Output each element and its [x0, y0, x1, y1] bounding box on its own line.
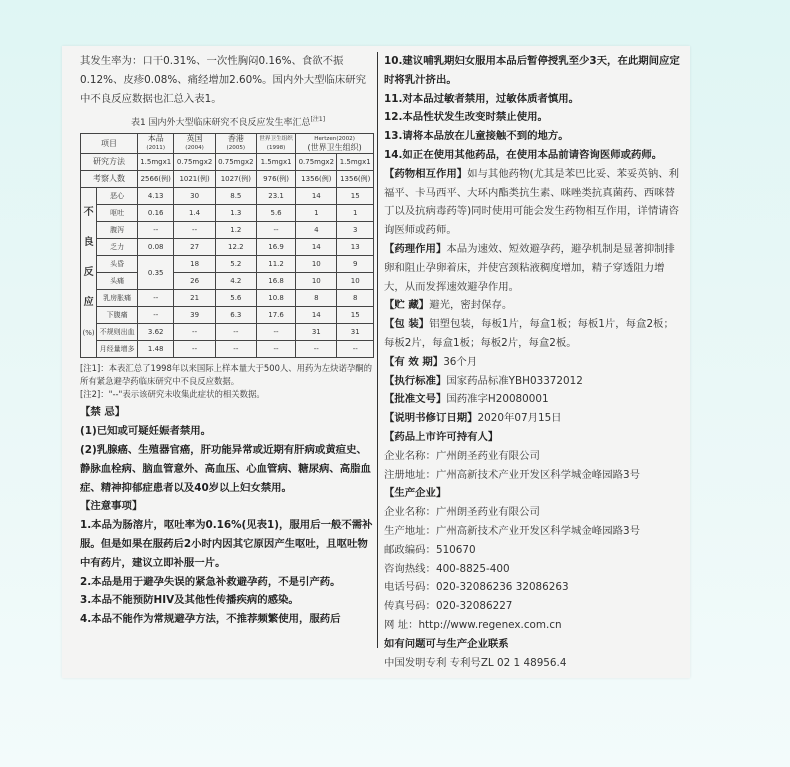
table-col-header: 世界卫生组织 (1998) [256, 134, 295, 154]
contra-item: (1)已知或可疑妊娠者禁用。 [80, 425, 212, 438]
caution-item: 10.建议哺乳期妇女服用本品后暂停授乳至少3天，在此期间应定时将乳汁挤出。 [384, 55, 680, 86]
section-title-manufacturer: 【生产企业】 [384, 487, 447, 500]
section-drug-interactions: 【药物相互作用】如与其他药物(尤其是苯巴比妥、苯妥英钠、利福平、卡马西平、大环内酯类抗生素、咪唑类抗真菌药、西咪替丁以及抗病毒药等)同时使用可能会发生药物相互作用，详情请咨询医师或药师。 [384, 167, 679, 237]
holder-company: 企业名称：广州朗圣药业有限公司 [384, 449, 540, 462]
right-column [384, 52, 684, 672]
table-row: 头昏 0.35 18 5.2 11.2 10 9 [81, 256, 374, 273]
merged-dizzy-headache: 0.35 [137, 256, 173, 290]
contra-item: (2)乳腺癌、生殖器官癌，肝功能异常或近期有肝病或黄疸史、静脉血栓病、脑血管意外、高血压、心血管病、糖尿病、高脂血症、精神抑郁症患者以及40岁以上妇女禁用。 [80, 443, 371, 494]
left-column [80, 52, 376, 629]
section-validity: 【有 效 期】36个月 [384, 355, 478, 368]
table-row: 乏力 0.08 27 12.2 16.9 14 13 [81, 239, 374, 256]
maker-line: 咨询热线：400-8825-400 [384, 562, 510, 575]
caution-item: 12.本品性状发生改变时禁止使用。 [384, 111, 548, 124]
caution-item: 3.本品不能预防HIV及其他性传播疾病的感染。 [80, 594, 299, 607]
section-standard: 【执行标准】国家药品标准YBH03372012 [384, 374, 583, 387]
section-packaging: 【包 装】铝塑包装，每板1片，每盒1板；每板1片，每盒2板；每板2片，每盒1板；每板2片，每盒2板。 [384, 318, 674, 349]
table-row: 头痛 26 4.2 16.8 10 10 [81, 273, 374, 290]
section-title-holder: 【药品上市许可持有人】 [384, 430, 499, 443]
column-divider [377, 52, 378, 648]
side-label: 不 良 反 应 (%) [81, 188, 97, 358]
holder-address: 注册地址：广州高新技术产业开发区科学城金峰园路3号 [384, 468, 640, 481]
table-row: 不规则出血 3.62 -- -- -- 31 31 [81, 324, 374, 341]
caution-item: 13.请将本品放在儿童接触不到的地方。 [384, 130, 569, 143]
section-title-precautions: 【注意事项】 [80, 500, 143, 513]
maker-line: 电话号码：020-32086236 32086263 [384, 581, 569, 594]
maker-line: 企业名称：广州朗圣药业有限公司 [384, 506, 540, 519]
caution-item: 11.对本品过敏者禁用，过敏体质者慎用。 [384, 92, 580, 105]
table-row: 乳房胀痛 -- 21 5.6 10.8 8 8 [81, 290, 374, 307]
table-row-method: 研究方法 1.5mgx1 0.75mgx2 0.75mgx2 1.5mgx1 0.75mgx2 1.5mgx1 [81, 154, 374, 171]
table-row: 呕吐 0.16 1.4 1.3 5.6 1 1 [81, 205, 374, 222]
table-col-header: Hertzen(2002) (世界卫生组织) [296, 134, 374, 154]
maker-line: 网 址：http://www.regenex.com.cn [384, 618, 562, 631]
table-col-header: 本品 (2011) [137, 134, 173, 154]
contact-note: 如有问题可与生产企业联系 [384, 637, 509, 650]
caution-item: 2.本品是用于避孕失误的紧急补救避孕药，不是引产药。 [80, 575, 341, 588]
section-pharmacology: 【药理作用】本品为速效、短效避孕药，避孕机制是显著抑制排卵和阻止孕卵着床，并使宫颈粘液稠度增加，精子穿透阻力增大，从而发挥速效避孕作用。 [384, 242, 675, 293]
table-col-header: 香港 (2005) [215, 134, 256, 154]
caution-item: 14.如正在使用其他药品，在使用本品前请咨询医师或药师。 [384, 148, 663, 161]
patent-number: 中国发明专利 专利号ZL 02 1 48956.4 [384, 656, 567, 669]
table-row: 月经量增多 1.48 -- -- -- -- -- [81, 341, 374, 358]
maker-line: 生产地址：广州高新技术产业开发区科学城金峰园路3号 [384, 524, 640, 537]
table-row: 不 良 反 应 (%) 恶心 4.13 30 8.5 23.1 14 15 [81, 188, 374, 205]
table-corner: 项目 [81, 134, 138, 154]
table-row: 腹泻 -- -- 1.2 -- 4 3 [81, 222, 374, 239]
table-note-1: [注1]：本表汇总了1998年以来国际上样本量大于500人、用药为左炔诺孕酮的所有紧急避孕药临床研究中不良反应数据。 [80, 363, 373, 387]
table-row-count: 考察人数 2566(例) 1021(例) 1027(例) 976(例) 1356(例) 1356(例) [81, 171, 374, 188]
adverse-reaction-table [80, 133, 374, 358]
caution-item: 1.本品为肠溶片，呕吐率为0.16%(见表1)，服用后一般不需补服。但是如果在服药后2小时内因其它原因产生呕吐，且呕吐物中有药片，建议立即补服一片。 [80, 519, 373, 569]
table-row: 下腹痛 -- 39 6.3 17.6 14 15 [81, 307, 374, 324]
section-title-contraindications: 【禁 忌】 [80, 406, 126, 419]
section-storage: 【贮 藏】避光，密封保存。 [384, 299, 513, 312]
table-caption: 表1 国内外大型临床研究不良反应发生率汇总[注1] [130, 116, 326, 129]
maker-line: 传真号码：020-32086227 [384, 600, 513, 613]
section-revision-date: 【说明书修订日期】2020年07月15日 [384, 412, 562, 425]
section-approval: 【批准文号】国药准字H20080001 [384, 393, 549, 406]
table-note-2: [注2]："--"表示该研究未收集此症状的相关数据。 [80, 389, 265, 400]
caution-item: 4.本品不能作为常规避孕方法，不推荐频繁使用，服药后 [80, 613, 341, 626]
maker-line: 邮政编码：510670 [384, 543, 476, 556]
adverse-intro: 其发生率为：口干0.31%、一次性胸闷0.16%、食欲不振0.12%、皮疹0.08%、痛经增加2.60%。国内外大型临床研究中不良反应数据也汇总入表1。 [80, 55, 367, 105]
table-header-row [81, 134, 374, 154]
table-col-header: 英国 (2004) [174, 134, 215, 154]
